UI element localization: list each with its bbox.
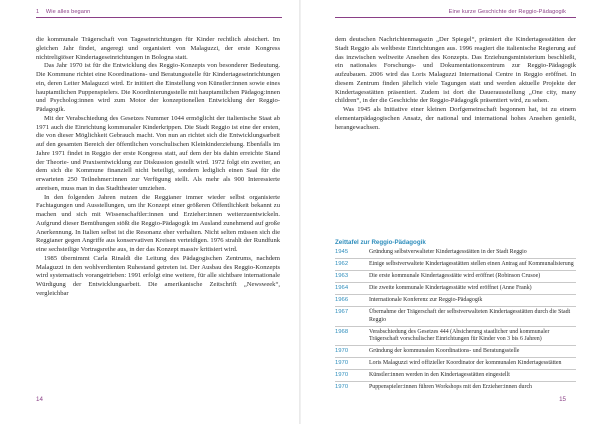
timeline-row [335, 306, 576, 326]
timeline-year: 1970 [335, 360, 349, 366]
timeline-row [335, 381, 576, 393]
timeline-event: Gründung der kommunalen Koordinations- und Beratungsstelle [369, 348, 520, 354]
header-rule [36, 17, 282, 18]
timeline-year: 1967 [335, 309, 349, 315]
paragraph: die kommunale Trägerschaft von Tageseinrichtungen für Kinder rechtlich absichert. Im gleichen Jahr findet, angeregt und organisiert von Malaguzzi, der erste Kongress nichtreligiöser Kindertageseinrichtungen in Bologna statt. [36, 36, 280, 61]
timeline-row [335, 258, 576, 270]
timeline-event: Puppenspieler:innen führen Workshops mit den Erzieher:innen durch [369, 384, 533, 390]
right-body-text [335, 36, 576, 132]
timeline-year: 1945 [335, 249, 349, 255]
left-body-text [36, 36, 280, 299]
timeline-row [335, 249, 576, 258]
timeline-year: 1964 [335, 285, 349, 291]
timeline-event: Die erste kommunale Kindertagesstätte wird eröffnet (Robinson Crusoe) [369, 273, 541, 279]
running-head-right: Eine kurze Geschichte der Reggio-Pädagogik [448, 9, 566, 15]
timeline-year: 1966 [335, 297, 349, 303]
running-head-left [36, 9, 90, 15]
page-number-right: 15 [559, 396, 566, 403]
chapter-number: 1 [36, 9, 40, 15]
paragraph: dem deutschen Nachrichtenmagazin „Der Spiegel“, prämiert die Kindertagesstätten der Stadt Reggio als weltbeste Einrichtungen aus. 1996 reagiert die italienische Regierung auf das inzwischen weltweite Ansehen des Konzepts. Das Erziehungsministerium beschließt, ein nationales Forschungs- und Dokumentationszentrum zur Reggio-Pädagogik aufzubauen. 2006 wird das Loris Malaguzzi International Centre in Reggio eröffnet. In diesem Zentrum finden jährlich viele Tagungen statt und werden aktuelle Projekte der Kindertagesstätten präsentiert. Zudem ist dort die Dauerausstellung „One city, many children“, in der die Geschichte der Reggio-Pädagogik präsentiert wird, zu sehen. [335, 36, 576, 105]
timeline-year: 1970 [335, 372, 349, 378]
timeline-year: 1970 [335, 348, 349, 354]
timeline-event: Gründung selbstverwalteter Kindertagesstätten in der Stadt Reggio [369, 249, 527, 255]
paragraph: Das Jahr 1970 ist für die Entwicklung des Reggio-Konzepts von besonderer Bedeutung. Die Kommune richtet eine Koordinations- und Beratungsstelle für Kindertageseinrichtungen ein, deren Leiter Malaguzzi wird. Er initiiert die Einstellung von Künstler:innen sowie eines hauptamtlichen Puppenspielers. Die Koordinierungsstelle mit hauptamtlichen Pädagog:innen und Psycholog:innen wird zum Motor der konzeptionellen Entwicklung der Reggio-Pädagogik. [36, 62, 280, 113]
paragraph: Mit der Verabschiedung des Gesetzes Nummer 1044 ermöglicht der italienische Staat ab 1971 auch die Einrichtung kommunaler Kinderkrippen. Die Stadt Reggio ist eine der ersten, die von dieser Möglichkeit Gebrauch macht. Von nun an richtet sich die Entwicklungsarbeit auf den gesamten Bereich der öffentlichen vorschulischen Kleinkinderziehung. Ebenfalls im Jahre 1971 findet in Reggio der erste Kongress statt, auf dem der bis dahin erreichte Stand der Theorie- und Praxisentwicklung zur Diskussion gestellt wird. 1972 folgt ein zweiter, an dem sich die Kommune finanziell nicht beteiligt, sondern lediglich einen Saal für die erwarteten 250 Teilnehmer:innen zur Verfügung stellt. Als mehr als 900 Interessierte anreisen, muss man in das Stadttheater umziehen. [36, 114, 280, 192]
right-page [301, 0, 600, 424]
paragraph: Was 1945 als Initiative einer kleinen Dorfgemeinschaft begonnen hat, ist zu einem elementarpädagogischen Ansatz, der national und international hohes Ansehen genießt, herangewachsen. [335, 106, 576, 131]
paragraph: 1985 übernimmt Carla Rinaldi die Leitung des Pädagogischen Zentrums, nachdem Malaguzzi in den wohlverdienten Ruhestand getreten ist. Der Ausbau des Reggio-Konzepts wird systematisch vorangetrieben: 1991 erfolgt eine weitere, für alle sichtbare internationale Würdigung der Entwicklungsarbeit. Die amerikanische Zeitschrift „Newsweek“, vergleichbar [36, 254, 280, 297]
timeline-title: Zeittafel zur Reggio-Pädagogik [335, 239, 426, 246]
timeline-table [335, 249, 576, 393]
timeline-event: Künstler:innen werden in den Kindertagesstätten eingestellt [369, 372, 510, 378]
timeline-event: Loris Malaguzzi wird offizieller Koordinator der kommunalen Kindertagesstätten [369, 360, 562, 366]
chapter-title: Wie alles begann [45, 9, 91, 15]
timeline-year: 1962 [335, 261, 349, 267]
timeline-year: 1963 [335, 273, 349, 279]
timeline-row [335, 282, 576, 294]
left-page [0, 0, 299, 424]
timeline-row [335, 345, 576, 357]
page-number-left: 14 [36, 396, 43, 403]
timeline-event: Verabschiedung des Gesetzes 444 (Absicherung staatlicher und kommunaler Trägerschaft vorschulischer Einrichtungen für Kinder von 3 bis 6 Jahren) [369, 328, 550, 342]
header-rule [335, 17, 576, 18]
timeline-row [335, 270, 576, 282]
timeline-year: 1970 [335, 384, 349, 390]
timeline-row [335, 369, 576, 381]
timeline-row [335, 357, 576, 369]
timeline-event: Einige selbstverwaltete Kindertagesstätten stellen einen Antrag auf Kommunalisierung [369, 261, 574, 267]
timeline-event: Internationale Konferenz zur Reggio-Pädagogik [369, 297, 483, 303]
timeline-year: 1968 [335, 328, 349, 335]
timeline-event: Die zweite kommunale Kindertagesstätte wird eröffnet (Anne Frank) [369, 285, 532, 291]
timeline-event: Übernahme der Trägerschaft der selbstverwalteten Kindertagesstätten durch die Stadt Reggio [369, 309, 571, 323]
timeline-row [335, 326, 576, 346]
paragraph: In den folgenden Jahren nutzen die Reggianer immer wieder selbst organisierte Fachtagungen und Ausstellungen, um ihr Konzept einer größeren Öffentlichkeit bekannt zu machen und sich mit Wissenschaftler:innen und Erzieher:innen weiterzuentwickeln. Aufgrund dieser Bemühungen stößt die Reggio-Pädagogik im Ausland zunehmend auf große Anerkennung. In Italien selbst ist die Resonanz eher verhalten. Nicht selten müssen sich die Reggianer gegen Angriffe aus konservativen Kreisen verteidigen. 1976 strahlt der Rundfunk eine sechsteilige Vortragsreihe aus, in der das Konzept massiv kritisiert wird. [36, 193, 280, 253]
timeline-row [335, 294, 576, 306]
